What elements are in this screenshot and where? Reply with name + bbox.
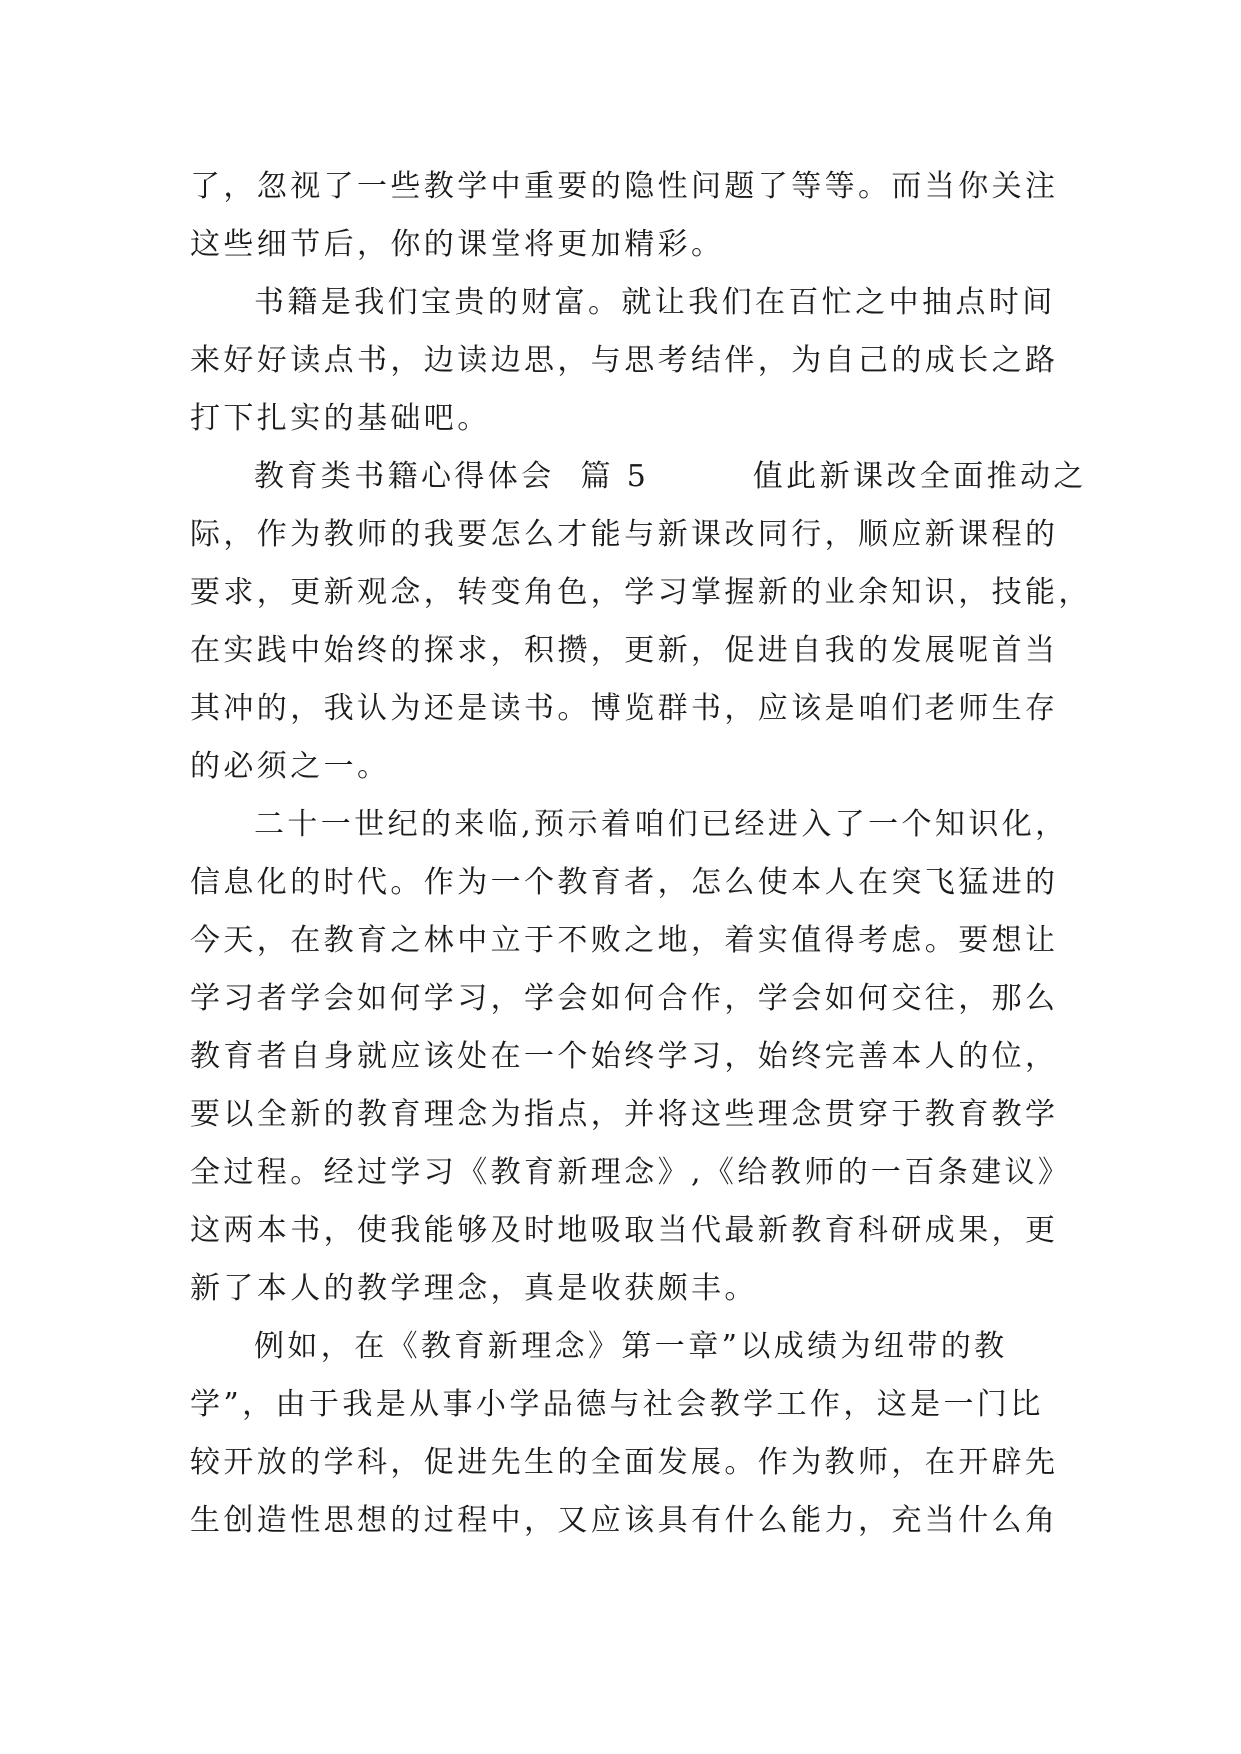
text-line: 信息化的时代。作为一个教育者，怎么使本人在突飞猛进的 xyxy=(190,865,1059,900)
text-line: 要以全新的教育理念为指点，并将这些理念贯穿于教育教学 xyxy=(190,1097,1059,1132)
text-line: 打下扎实的基础吧。 xyxy=(190,401,491,436)
text-line: 较开放的学科，促进先生的全面发展。作为教师，在开辟先 xyxy=(190,1445,1059,1480)
text-line: 学习者学会如何学习，学会如何合作，学会如何交往，那么 xyxy=(190,981,1059,1016)
text-line: 这些细节后，你的课堂将更加精彩。 xyxy=(190,227,725,262)
text-line: 生创造性思想的过程中，又应该具有什么能力，充当什么角 xyxy=(190,1503,1059,1538)
text-line: 的必须之一。 xyxy=(190,749,391,784)
text-line: 来好好读点书，边读边思，与思考结伴，为自己的成长之路 xyxy=(190,343,1059,378)
text-line: 学”，由于我是从事小学品德与社会教学工作，这是一门比 xyxy=(190,1387,1044,1422)
text-line: 书籍是我们宝贵的财富。就让我们在百忙之中抽点时间 xyxy=(254,285,1056,320)
text-line: 今天，在教育之林中立于不败之地，着实值得考虑。要想让 xyxy=(190,923,1059,958)
text-line: 二十一世纪的来临,预示着咱们已经进入了一个知识化， xyxy=(254,807,1069,842)
text-line: 例如，在《教育新理念》第一章”以成绩为纽带的教 xyxy=(254,1329,1008,1364)
text-line: 新了本人的教学理念，真是收获颇丰。 xyxy=(190,1271,758,1306)
section-heading-line: 教育类书籍心得体会 篇 5 值此新课改全面推动之 xyxy=(254,459,1087,494)
text-line: 要求，更新观念，转变角色，学习掌握新的业余知识，技能， xyxy=(190,575,1092,610)
text-line: 了，忽视了一些教学中重要的隐性问题了等等。而当你关注 xyxy=(190,169,1059,204)
document-body xyxy=(190,158,1092,1550)
text-line: 这两本书，使我能够及时地吸取当代最新教育科研成果，更 xyxy=(190,1213,1059,1248)
text-line: 教育者自身就应该处在一个始终学习，始终完善本人的位， xyxy=(190,1039,1059,1074)
text-line: 全过程。经过学习《教育新理念》,《给教师的一百条建议》 xyxy=(190,1155,1072,1190)
text-line: 在实践中始终的探求，积攒，更新，促进自我的发展呢首当 xyxy=(190,633,1059,668)
text-line: 际，作为教师的我要怎么才能与新课改同行，顺应新课程的 xyxy=(190,517,1059,552)
text-line: 其冲的，我认为还是读书。博览群书，应该是咱们老师生存 xyxy=(190,691,1059,726)
